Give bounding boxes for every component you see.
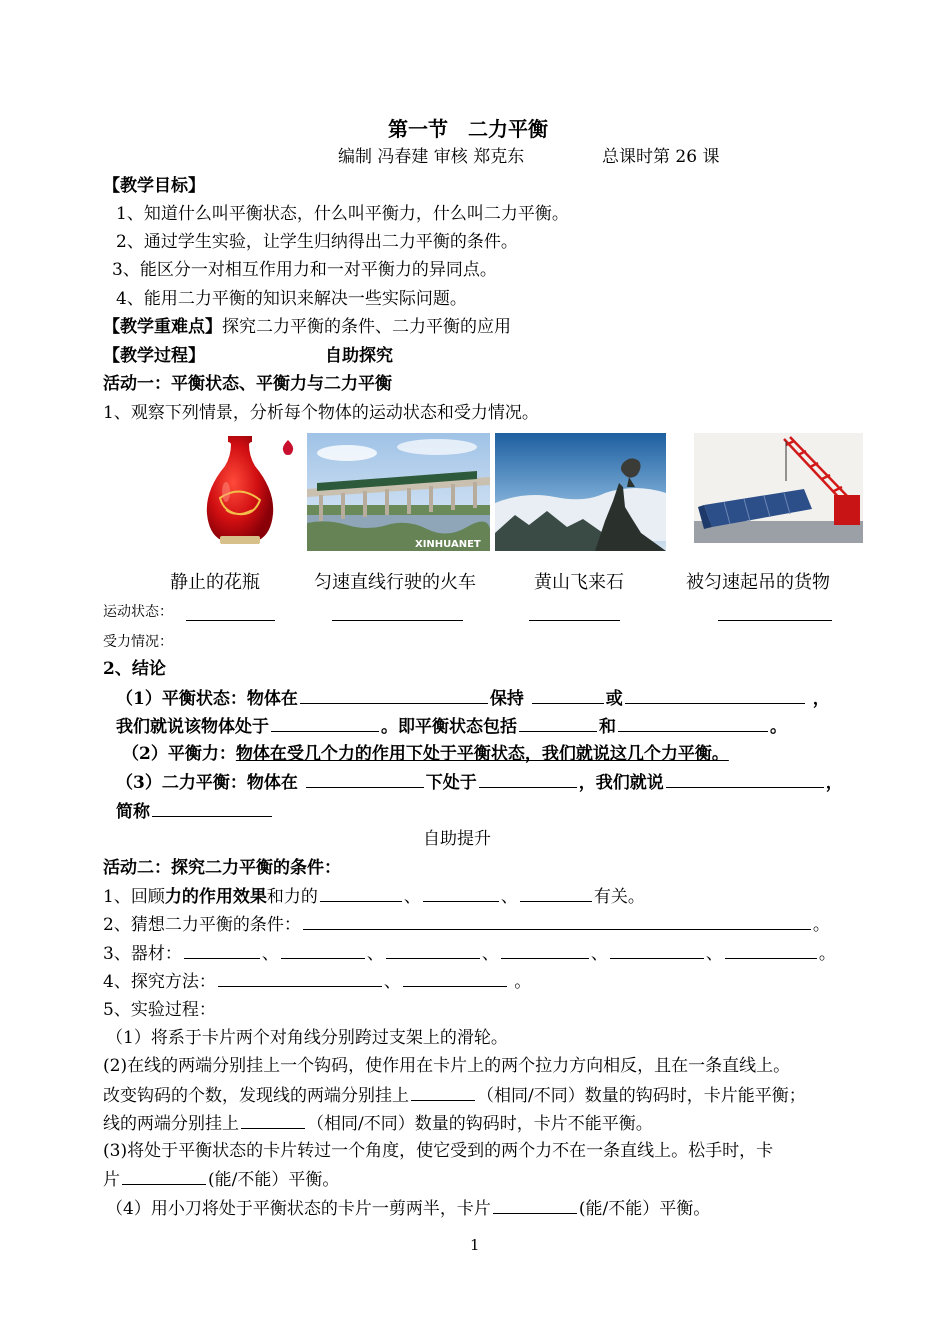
sep: 、 [481,944,499,964]
blank[interactable] [271,714,379,732]
blank[interactable] [610,941,704,959]
blank[interactable] [479,770,577,788]
keypoints-heading: 【教学重难点】 [103,317,222,337]
blank[interactable] [403,969,507,987]
conclusion-1 [116,686,830,711]
l1-e: 、 [500,887,518,907]
p2b-b: （相同/不同）数量的钩码时，卡片能平衡； [477,1086,806,1106]
blank[interactable] [303,912,811,930]
keypoints [103,315,511,339]
page-number: 1 [470,1236,480,1254]
blank[interactable] [666,770,824,788]
conclusion-3 [116,770,843,795]
blank[interactable] [241,1111,305,1129]
keypoints-text: 探究二力平衡的条件、二力平衡的应用 [222,317,511,337]
page-title: 第一节 二力平衡 [388,117,548,141]
caption-rock: 黄山飞来石 [534,572,624,593]
c1-text-a: （1）平衡状态：物体在 [116,689,298,709]
l1-b: 力的作用效果 [164,887,267,907]
motion-label: 运动状态： [103,604,173,620]
p4-a: （4）用小刀将处于平衡状态的卡片一剪两半，卡片 [106,1199,491,1219]
seal-icon [282,440,294,456]
l1-f: 有关。 [593,887,645,907]
c3-text-d: ， [825,773,843,793]
activity2-heading: 活动二：探究二力平衡的条件： [103,858,341,878]
train-image [307,433,490,551]
goal-item: 2、通过学生实验，让学生归纳得出二力平衡的条件。 [116,232,518,252]
blank[interactable] [320,884,402,902]
sep: 、 [261,944,279,964]
blank[interactable] [423,884,499,902]
l1-a: 1、回顾 [103,887,165,907]
c1-text-e: 我们就说该物体处于 [116,717,269,737]
l1-c: 和力的 [266,887,318,907]
p2c-a: 线的两端分别挂上 [103,1114,239,1134]
conclusion-1-cont [116,714,787,739]
lesson-number: 总课时第 26 课 [602,147,720,167]
c3-text-c: ，我们就说 [578,773,664,793]
goals-heading: 【教学目标】 [103,176,205,196]
proc-2: (2)在线的两端分别挂上一个钩码，使作用在卡片上的两个拉力方向相反，且在一条直线上。 [103,1056,791,1076]
motion-blank-4[interactable] [718,619,832,621]
proc-2b [103,1083,806,1108]
l2-b: 。 [812,915,830,935]
proc-4 [106,1196,710,1221]
proc-3: (3)将处于平衡状态的卡片转过一个角度，使它受到的两个力不在一条直线上。松手时，卡 [103,1141,774,1161]
activity1-question: 1、观察下列情景，分析每个物体的运动状态和受力情况。 [103,403,539,423]
byline: 编制 冯春建 审核 郑克东 [338,147,525,167]
sep: 、 [705,944,723,964]
blank[interactable] [411,1083,475,1101]
p3b-a: 片 [103,1170,120,1190]
sep: 、 [366,944,384,964]
c2-label: （2）平衡力： [122,744,236,764]
proc-3b [103,1167,339,1192]
l3-a: 3、器材： [103,944,182,964]
p3b-b: (能/不能）平衡。 [208,1170,340,1190]
conclusion-2 [122,742,729,766]
blank[interactable] [300,686,488,704]
conclusion-3-cont [116,799,274,824]
line-4 [103,969,531,994]
force-label: 受力情况： [103,634,173,650]
watermark-text: XINHUANET [415,539,481,550]
c1-text-d: ， [812,689,830,709]
c3-text-b: 下处于 [425,773,477,793]
blank[interactable] [306,770,424,788]
blank[interactable] [520,884,592,902]
proc-2c [103,1111,653,1136]
sep: 、 [590,944,608,964]
crane-image [694,433,863,543]
caption-crane: 被匀速起吊的货物 [686,572,830,593]
blank[interactable] [625,686,805,704]
blank[interactable] [618,714,768,732]
blank[interactable] [152,799,272,817]
p2c-b: （相同/不同）数量的钩码时，卡片不能平衡。 [307,1114,653,1134]
section2-title: 自助提升 [423,829,491,849]
process-sub: 自助探究 [325,346,393,366]
p4-b: (能/不能）平衡。 [578,1199,711,1219]
proc-1: （1）将系于卡片两个对角线分别跨过支架上的滑轮。 [106,1028,508,1048]
c1-text-c: 或 [605,689,623,709]
line-3 [103,941,836,966]
line-2 [103,912,830,937]
sep: 、 [383,972,401,992]
blank[interactable] [218,969,382,987]
blank[interactable] [519,714,597,732]
motion-blank-3[interactable] [529,619,620,621]
l1-d: 、 [403,887,421,907]
c3-text-a: （3）二力平衡：物体在 [116,773,298,793]
motion-blank-2[interactable] [332,619,463,621]
goal-item: 3、能区分一对相互作用力和一对平衡力的异同点。 [112,260,497,280]
blank[interactable] [532,686,604,704]
conclusion-heading: 2、结论 [103,659,166,679]
blank[interactable] [386,941,480,959]
line-5: 5、实验过程： [103,1000,216,1020]
c3-text-e: 简称 [116,802,150,822]
goal-item: 4、能用二力平衡的知识来解决一些实际问题。 [116,289,467,309]
c1-text-g: 和 [599,717,616,737]
l4-end: 。 [514,972,532,992]
blank[interactable] [184,941,260,959]
activity1-heading: 活动一：平衡状态、平衡力与二力平衡 [103,374,392,394]
caption-train: 匀速直线行驶的火车 [314,572,476,593]
goal-item: 1、知道什么叫平衡状态，什么叫平衡力，什么叫二力平衡。 [116,204,569,224]
l2-a: 2、猜想二力平衡的条件： [103,915,301,935]
c1-text-h: 。 [770,717,787,737]
c1-text-b: 保持 [489,689,524,709]
process-heading: 【教学过程】 [103,346,205,366]
blank[interactable] [501,941,589,959]
line-1 [103,884,645,909]
c2-text: 物体在受几个力的作用下处于平衡状态，我们就说这几个力平衡。 [235,744,729,764]
blank[interactable] [281,941,365,959]
l4-a: 4、探究方法： [103,972,216,992]
rock-image [495,433,666,551]
caption-vase: 静止的花瓶 [170,572,260,593]
blank[interactable] [725,941,817,959]
p2b-a: 改变钩码的个数，发现线的两端分别挂上 [103,1086,409,1106]
blank[interactable] [493,1196,577,1214]
c1-text-f: 。即平衡状态包括 [381,717,517,737]
motion-blank-1[interactable] [186,619,275,621]
blank[interactable] [122,1167,206,1185]
l3-end: 。 [818,944,836,964]
